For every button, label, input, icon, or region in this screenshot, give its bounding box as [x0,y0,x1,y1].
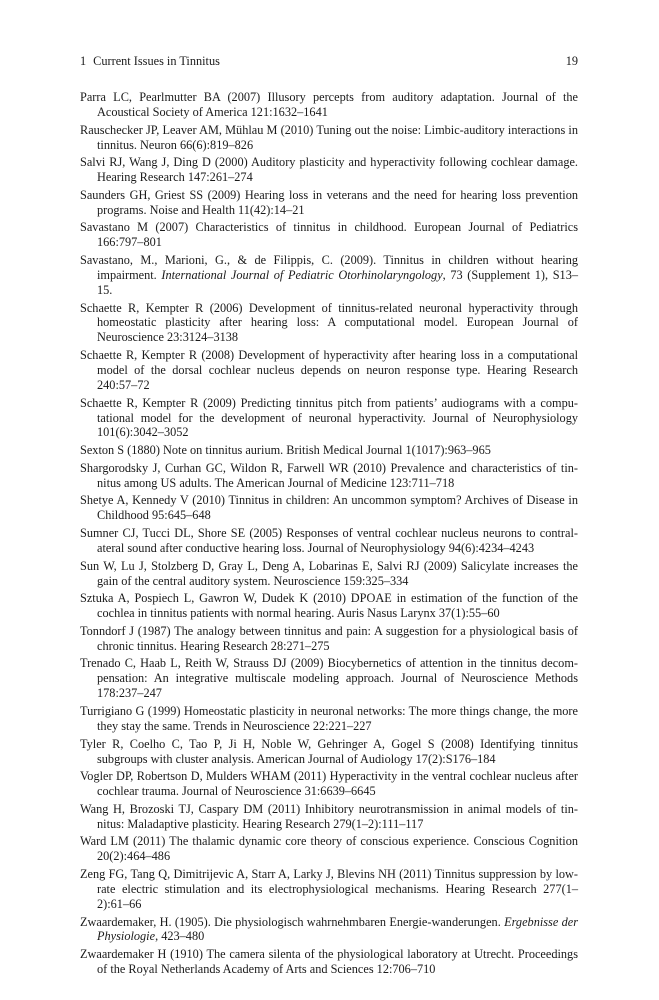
reference-entry [80,123,578,153]
reference-text: Zwaardemaker H (1910) The camera silenta of the physiological laboratory at Utrecht. Proceedings of the Royal Netherlands Academy of Arts and Sciences 12:706–710 [80,947,578,977]
reference-text: Wang H, Brozoski TJ, Caspary DM (2011) Inhibitory neurotransmission in animal models of tinnitus: Maladaptive plasticity. Hearing Research 279(1–2):111–117 [80,801,578,831]
reference-entry [80,188,578,218]
reference-entry [80,947,578,977]
reference-text: Zeng FG, Tang Q, Dimitrijevic A, Starr A, Larky J, Blevins NH (2011) Tinnitus suppression by low-rate electric stimulation and its electrophysiological mechanisms. Hearing Research 277(1–2):61–66 [80,867,578,911]
reference-entry [80,443,578,458]
page-number: 19 [565,54,578,68]
reference-text: Sumner CJ, Tucci DL, Shore SE (2005) Responses of ventral cochlear nucleus neurons to contralateral sound after conductive hearing loss. Journal of Neurophysiology 94(6):4234–4243 [80,526,578,555]
reference-text: , 423–480 [155,929,205,944]
reference-text: Turrigiano G (1999) Homeostatic plasticity in neuronal networks: The more things change, the more they stay the same. Trends in Neuroscience 22:221–227 [80,703,578,733]
reference-entry [80,90,578,120]
reference-text: Sztuka A, Pospiech L, Gawron W, Dudek K (2010) DPOAE in estimation of the function of the cochlea in tinnitus patients with normal hearing. Auris Nasus Larynx 37(1):55–60 [80,591,578,621]
reference-text: Salvi RJ, Wang J, Ding D (2000) Auditory plasticity and hyperactivity following cochlear damage. Hearing Research 147:261–274 [80,155,578,185]
reference-text: Saunders GH, Griest SS (2009) Hearing loss in veterans and the need for hearing loss prevention programs. Noise and Health 11(42):14–21 [80,187,578,217]
reference-italic-text: Ergebnisse der Physiologie [97,914,578,944]
reference-entry [80,704,578,734]
reference-entry [80,915,578,945]
reference-text: Trenado C, Haab L, Reith W, Strauss DJ (2009) Biocybernetics of attention in the tinnitus decompensation: An integrative multiscale modeling approach. Journal of Neuroscience Methods 178:237–247 [80,656,578,701]
chapter-heading [80,53,220,69]
reference-text: Savastano M (2007) Characteristics of tinnitus in childhood. European Journal of Pediatrics 166:797–801 [80,220,578,250]
reference-entry [80,802,578,832]
reference-text: Parra LC, Pearlmutter BA (2007) Illusory percepts from auditory adaptation. Journal of the Acoustical Society of America 121:1632–1641 [80,90,578,119]
reference-entry [80,461,578,491]
reference-text: Savastano, M., Marioni, G., & de Filippis, C. (2009). Tinnitus in children without hearing impairment. [80,253,578,282]
reference-text: , 73 (Supplement 1), S13–15. [97,267,578,297]
reference-entry [80,396,578,441]
reference-text: Zwaardemaker, H. (1905). Die physiologisch wahrnehmbaren Energie-wanderungen. [80,914,505,929]
reference-entry [80,526,578,556]
reference-entry [80,348,578,393]
reference-entry [80,559,578,589]
reference-entry [80,493,578,523]
reference-entry [80,155,578,185]
reference-entry [80,834,578,864]
reference-entry [80,301,578,346]
reference-text: Schaette R, Kempter R (2008) Development of hyperactivity after hearing loss in a computational model of the dorsal cochlear nucleus depends on neuron response type. Hearing Research 240:57–72 [80,348,578,392]
reference-text: Schaette R, Kempter R (2006) Development of tinnitus-related neuronal hyperactivity through homeostatic plasticity after hearing loss: A computational model. European Journal of Neuroscience 23:3124–3138 [80,300,578,345]
chapter-title: Current Issues in Tinnitus [93,54,220,68]
reference-list [80,90,578,980]
reference-text: Shargorodsky J, Curhan GC, Wildon R, Farwell WR (2010) Prevalence and characteristics of tinnitus among US adults. The American Journal of Medicine 123:711–718 [80,460,578,490]
reference-text: Rauschecker JP, Leaver AM, Mühlau M (2010) Tuning out the noise: Limbic-auditory interactions in tinnitus. Neuron 66(6):819–826 [80,122,578,152]
reference-text: Ward LM (2011) The thalamic dynamic core theory of conscious experience. Conscious Cognition 20(2):464–486 [80,834,578,864]
reference-text: Sexton S (1880) Note on tinnitus aurium. British Medical Journal 1(1017):963–965 [80,443,491,458]
reference-entry [80,591,578,621]
reference-entry [80,769,578,799]
reference-entry [80,737,578,767]
reference-entry [80,867,578,912]
reference-text: Schaette R, Kempter R (2009) Predicting tinnitus pitch from patients’ audiograms with a computational model for the development of neuronal hyperactivity. Journal of Neurophysiology 101(6):3042–3052 [80,395,578,440]
reference-entry [80,253,578,298]
reference-text: Shetye A, Kennedy V (2010) Tinnitus in children: An uncommon symptom? Archives of Disease in Childhood 95:645–648 [80,493,578,523]
reference-entry [80,624,578,654]
reference-text: Tonndorf J (1987) The analogy between tinnitus and pain: A suggestion for a physiological basis of chronic tinnitus. Hearing Research 28:271–275 [80,623,578,653]
running-head [80,53,578,69]
reference-entry [80,220,578,250]
reference-text: Tyler R, Coelho C, Tao P, Ji H, Noble W, Gehringer A, Gogel S (2008) Identifying tinnitus subgroups with cluster analysis. American Journal of Audiology 17(2):S176–184 [80,736,578,766]
reference-text: Sun W, Lu J, Stolzberg D, Gray L, Deng A, Lobarinas E, Salvi RJ (2009) Salicylate increases the gain of the central auditory system. Neuroscience 159:325–334 [80,558,578,588]
reference-italic-text: International Journal of Pediatric Otorhinolaryngology [161,267,443,282]
reference-entry [80,656,578,701]
chapter-number: 1 [80,54,87,68]
reference-text: Vogler DP, Robertson D, Mulders WHAM (2011) Hyperactivity in the ventral cochlear nucleus after cochlear trauma. Journal of Neuroscience 31:6639–6645 [80,769,578,799]
